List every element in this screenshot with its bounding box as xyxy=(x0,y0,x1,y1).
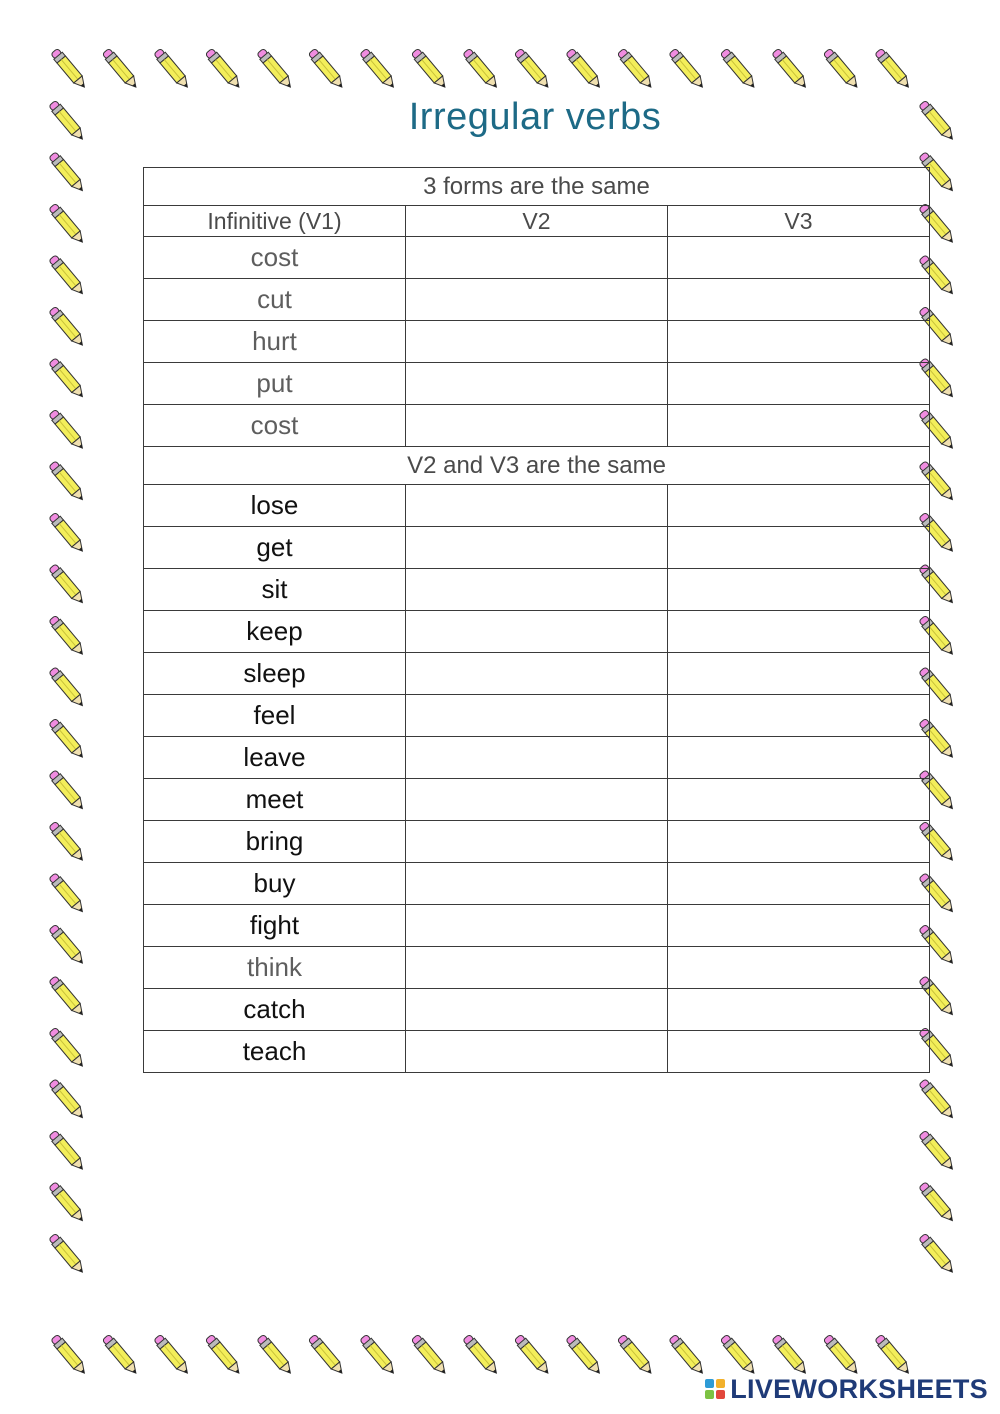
verb-infinitive: cost xyxy=(144,405,406,447)
pencil-icon xyxy=(410,1334,449,1377)
pencil-icon xyxy=(48,203,87,246)
pencil-icon xyxy=(565,48,604,91)
v2-answer-cell[interactable] xyxy=(406,821,668,863)
v2-answer-cell[interactable] xyxy=(406,611,668,653)
verb-row xyxy=(144,1031,930,1073)
pencil-icon xyxy=(101,48,140,91)
v3-answer-cell[interactable] xyxy=(668,989,930,1031)
verb-row xyxy=(144,653,930,695)
verb-infinitive: cost xyxy=(144,237,406,279)
pencil-icon xyxy=(48,718,87,761)
v3-answer-cell[interactable] xyxy=(668,279,930,321)
pencil-icon xyxy=(48,306,87,349)
v3-answer-cell[interactable] xyxy=(668,527,930,569)
pencil-icon xyxy=(771,1334,810,1377)
v2-answer-cell[interactable] xyxy=(406,237,668,279)
verb-row xyxy=(144,863,930,905)
v3-answer-cell[interactable] xyxy=(668,485,930,527)
pencil-icon xyxy=(48,254,87,297)
v2-answer-cell[interactable] xyxy=(406,279,668,321)
pencil-icon xyxy=(48,1233,87,1276)
column-header-infinitive: Infinitive (V1) xyxy=(144,206,406,237)
pencil-icon xyxy=(48,924,87,967)
verb-infinitive: feel xyxy=(144,695,406,737)
pencil-icon xyxy=(48,769,87,812)
v2-answer-cell[interactable] xyxy=(406,321,668,363)
pencil-icon xyxy=(565,1334,604,1377)
pencil-icon xyxy=(822,1334,861,1377)
verb-row xyxy=(144,905,930,947)
v2-answer-cell[interactable] xyxy=(406,779,668,821)
v3-answer-cell[interactable] xyxy=(668,947,930,989)
v2-answer-cell[interactable] xyxy=(406,653,668,695)
pencil-icon xyxy=(462,1334,501,1377)
pencil-icon xyxy=(616,48,655,91)
verb-infinitive: leave xyxy=(144,737,406,779)
pencil-icon xyxy=(48,151,87,194)
pencil-icon xyxy=(50,48,89,91)
verb-row xyxy=(144,485,930,527)
liveworksheets-logo[interactable] xyxy=(704,1374,988,1404)
verb-row xyxy=(144,611,930,653)
liveworksheets-logo-text: LIVEWORKSHEETS xyxy=(730,1373,988,1404)
v2-answer-cell[interactable] xyxy=(406,405,668,447)
verb-infinitive: buy xyxy=(144,863,406,905)
irregular-verbs-table xyxy=(143,167,930,1073)
column-header-v3: V3 xyxy=(668,206,930,237)
v3-answer-cell[interactable] xyxy=(668,237,930,279)
pencil-icon xyxy=(48,1130,87,1173)
pencil-icon xyxy=(48,460,87,503)
verb-infinitive: sit xyxy=(144,569,406,611)
pencil-icon xyxy=(918,1130,957,1173)
verb-row xyxy=(144,947,930,989)
pencil-icon xyxy=(48,821,87,864)
v2-answer-cell[interactable] xyxy=(406,695,668,737)
v2-answer-cell[interactable] xyxy=(406,485,668,527)
verb-infinitive: hurt xyxy=(144,321,406,363)
verb-infinitive: cut xyxy=(144,279,406,321)
verb-row xyxy=(144,569,930,611)
pencil-icon xyxy=(918,1233,957,1276)
pencil-icon xyxy=(48,872,87,915)
section-header-row xyxy=(144,168,930,206)
pencil-icon xyxy=(48,615,87,658)
pencil-icon xyxy=(668,48,707,91)
pencil-icon xyxy=(462,48,501,91)
verb-row xyxy=(144,989,930,1031)
pencil-icon xyxy=(48,1027,87,1070)
page-title: Irregular verbs xyxy=(408,96,662,138)
verb-infinitive: get xyxy=(144,527,406,569)
v3-answer-cell[interactable] xyxy=(668,611,930,653)
v3-answer-cell[interactable] xyxy=(668,1031,930,1073)
verb-infinitive: fight xyxy=(144,905,406,947)
v2-answer-cell[interactable] xyxy=(406,947,668,989)
pencil-icon xyxy=(48,357,87,400)
pencil-icon xyxy=(101,1334,140,1377)
pencil-icon xyxy=(48,666,87,709)
verb-infinitive: teach xyxy=(144,1031,406,1073)
pencil-icon xyxy=(50,1334,89,1377)
v3-answer-cell[interactable] xyxy=(668,569,930,611)
v2-answer-cell[interactable] xyxy=(406,905,668,947)
pencil-icon xyxy=(874,1334,913,1377)
verb-infinitive: catch xyxy=(144,989,406,1031)
pencil-icon xyxy=(48,409,87,452)
v3-answer-cell[interactable] xyxy=(668,863,930,905)
verb-row xyxy=(144,279,930,321)
pencil-icon xyxy=(874,48,913,91)
verb-row xyxy=(144,779,930,821)
pencil-icon xyxy=(307,48,346,91)
pencil-icon xyxy=(668,1334,707,1377)
pencil-icon xyxy=(48,1181,87,1224)
verb-infinitive: think xyxy=(144,947,406,989)
pencil-icon xyxy=(204,48,243,91)
pencil-icon xyxy=(359,48,398,91)
pencil-icon xyxy=(410,48,449,91)
verb-infinitive: lose xyxy=(144,485,406,527)
verb-infinitive: put xyxy=(144,363,406,405)
v3-answer-cell[interactable] xyxy=(668,363,930,405)
verb-row xyxy=(144,695,930,737)
v2-answer-cell[interactable] xyxy=(406,863,668,905)
v2-answer-cell[interactable] xyxy=(406,569,668,611)
verb-row xyxy=(144,321,930,363)
pencil-icon xyxy=(256,48,295,91)
pencil-icon xyxy=(256,1334,295,1377)
pencil-icon xyxy=(307,1334,346,1377)
pencil-icon xyxy=(616,1334,655,1377)
pencil-icon xyxy=(48,563,87,606)
pencil-icon xyxy=(153,48,192,91)
pencil-icon xyxy=(822,48,861,91)
column-header-v2: V2 xyxy=(406,206,668,237)
pencil-icon xyxy=(719,1334,758,1377)
pencil-icon xyxy=(513,1334,552,1377)
pencil-icon xyxy=(48,1078,87,1121)
v3-answer-cell[interactable] xyxy=(668,653,930,695)
verb-row xyxy=(144,363,930,405)
pencil-icon xyxy=(513,48,552,91)
pencil-icon xyxy=(771,48,810,91)
verb-infinitive: meet xyxy=(144,779,406,821)
v2-answer-cell[interactable] xyxy=(406,527,668,569)
v2-answer-cell[interactable] xyxy=(406,737,668,779)
pencil-icon xyxy=(153,1334,192,1377)
verb-infinitive: keep xyxy=(144,611,406,653)
section-title: V2 and V3 are the same xyxy=(144,447,930,485)
v3-answer-cell[interactable] xyxy=(668,905,930,947)
verb-infinitive: sleep xyxy=(144,653,406,695)
verb-row xyxy=(144,737,930,779)
verb-row xyxy=(144,237,930,279)
pencil-icon xyxy=(918,1181,957,1224)
pencil-icon xyxy=(204,1334,243,1377)
pencil-icon xyxy=(359,1334,398,1377)
column-header-row xyxy=(144,206,930,237)
section-header-row xyxy=(144,447,930,485)
verb-infinitive: bring xyxy=(144,821,406,863)
liveworksheets-logo-icon xyxy=(704,1378,726,1400)
pencil-icon xyxy=(719,48,758,91)
verb-row xyxy=(144,405,930,447)
v2-answer-cell[interactable] xyxy=(406,363,668,405)
pencil-icon xyxy=(48,512,87,555)
v2-answer-cell[interactable] xyxy=(406,1031,668,1073)
v3-answer-cell[interactable] xyxy=(668,405,930,447)
v3-answer-cell[interactable] xyxy=(668,695,930,737)
verb-row xyxy=(144,527,930,569)
pencil-icon xyxy=(918,1078,957,1121)
v3-answer-cell[interactable] xyxy=(668,821,930,863)
v2-answer-cell[interactable] xyxy=(406,989,668,1031)
verb-row xyxy=(144,821,930,863)
section-title: 3 forms are the same xyxy=(144,168,930,206)
pencil-icon xyxy=(48,975,87,1018)
v3-answer-cell[interactable] xyxy=(668,321,930,363)
v3-answer-cell[interactable] xyxy=(668,737,930,779)
v3-answer-cell[interactable] xyxy=(668,779,930,821)
